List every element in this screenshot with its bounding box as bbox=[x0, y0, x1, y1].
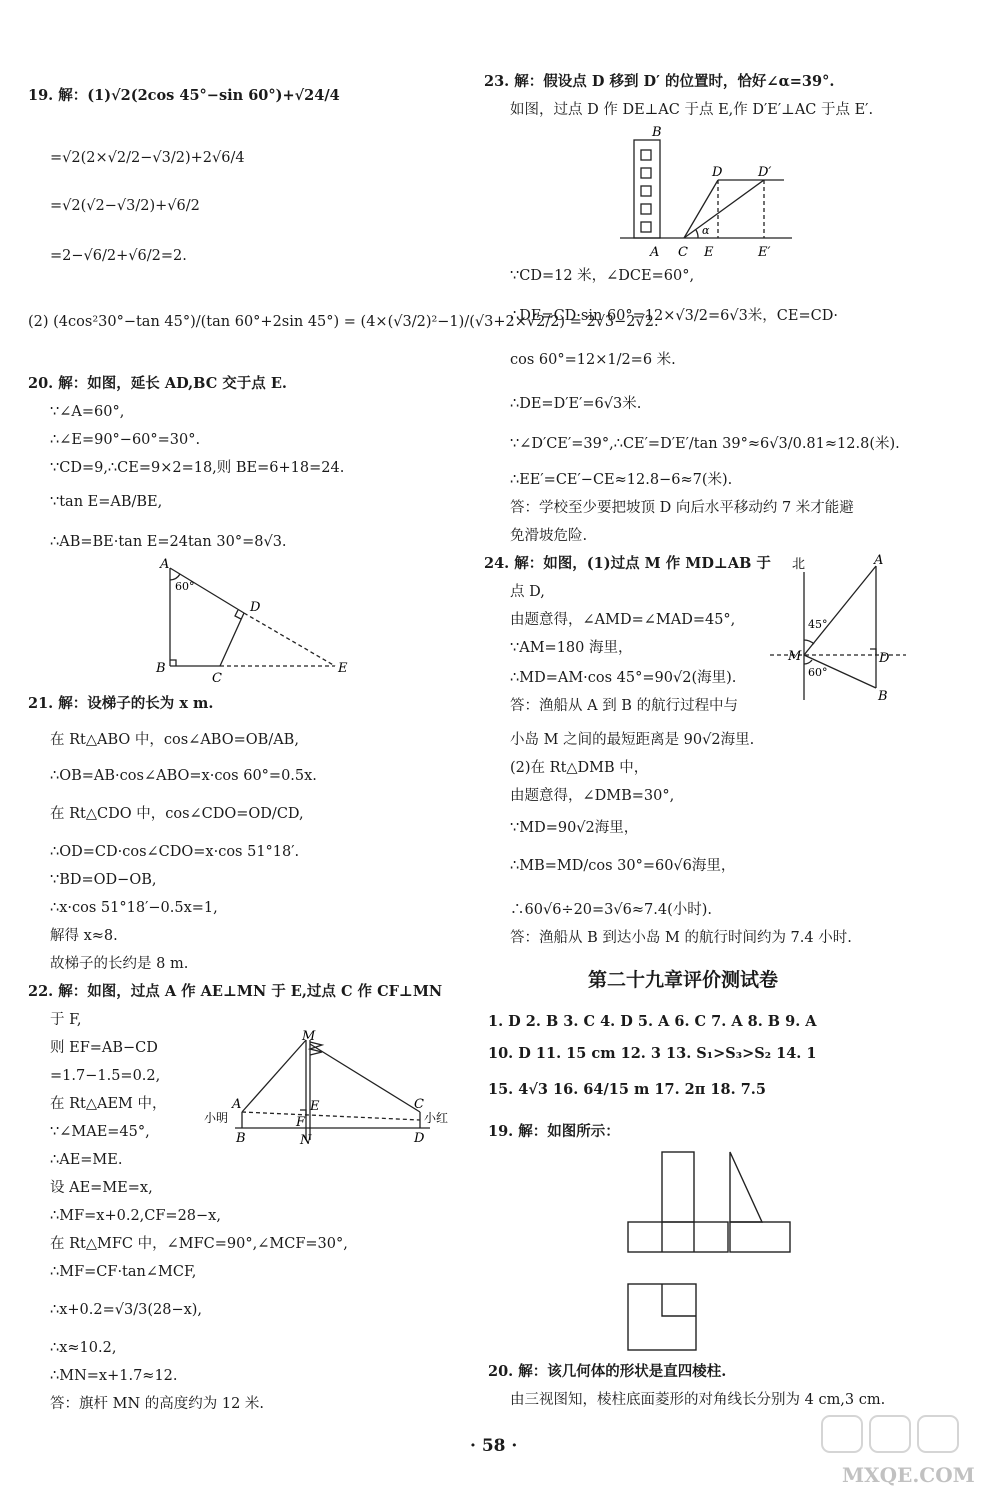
page-number: · 58 · bbox=[470, 1436, 518, 1456]
answer-row-3: 15. 4√3 16. 64/15 m 17. 2π 18. 7.5 bbox=[488, 1081, 766, 1098]
watermark-logo bbox=[802, 1410, 992, 1490]
text-line: 解得 x≈8. bbox=[50, 928, 118, 944]
watermark-text: MXQE.COM bbox=[842, 1463, 975, 1487]
label-B: B bbox=[652, 125, 662, 140]
label-angle-60: 60° bbox=[808, 666, 828, 679]
text-line: ∵∠D′CE′=39°,∴CE′=D′E′/tan 39°≈6√3/0.81≈12.8(米). bbox=[510, 436, 900, 452]
label-N: N bbox=[300, 1133, 312, 1148]
label-D: D bbox=[414, 1131, 425, 1146]
text-line: 答：学校至少要把坡顶 D 向后水平移动约 7 米才能避 bbox=[510, 500, 854, 516]
q19-answer: 19. 解：如图所示： bbox=[488, 1123, 620, 1140]
figure-q24 bbox=[766, 552, 916, 708]
text-line: ∴MF=x+0.2,CF=28−x, bbox=[50, 1208, 221, 1224]
label-A: A bbox=[650, 245, 660, 260]
label-B: B bbox=[878, 689, 888, 704]
label-A: A bbox=[160, 558, 170, 572]
text-line: =√2(2×√2/2−√3/2)+2√6/4 bbox=[50, 150, 245, 166]
text-line: ∵BD=OD−OB, bbox=[50, 872, 157, 888]
label-E: E bbox=[338, 661, 348, 676]
text-line: (2)在 Rt△DMB 中， bbox=[510, 760, 649, 776]
text-line: ∵AM=180 海里， bbox=[510, 640, 633, 656]
label-M: M bbox=[788, 649, 802, 664]
q24-line: 24. 解：如图，(1)过点 M 作 MD⊥AB 于 bbox=[484, 555, 771, 572]
text-line: ∴EE′=CE′−CE≈12.8−6≈7(米). bbox=[510, 472, 733, 488]
text-line: 点 D, bbox=[510, 584, 545, 600]
text-line: ∴DE=CD·sin 60°=12×√3/2=6√3米，CE=CD· bbox=[510, 308, 838, 324]
text-line: ∵MD=90√2海里， bbox=[510, 820, 639, 836]
label-M: M bbox=[302, 1030, 316, 1044]
answer-row-2: 10. D 11. 15 cm 12. 3 13. S₁>S₃>S₂ 14. 1 bbox=[488, 1045, 817, 1062]
label-angle: 60° bbox=[175, 580, 195, 593]
text-line: 如图，过点 D 作 DE⊥AC 于点 E,作 D′E′⊥AC 于点 E′. bbox=[510, 102, 874, 118]
text-line: =2−√6/2+√6/2=2. bbox=[50, 248, 187, 264]
text-line: ∴OD=CD·cos∠CDO=x·cos 51°18′. bbox=[50, 844, 300, 860]
text-line: (2) (4cos²30°−tan 45°)/(tan 60°+2sin 45°) = (4×(√3/2)²−1)/(√3+2×√2/2) = 2√3−2√2. bbox=[28, 314, 659, 330]
text-line: ∴DE=D′E′=6√3米. bbox=[510, 396, 642, 412]
text-line: ∴x·cos 51°18′−0.5x=1, bbox=[50, 900, 218, 916]
text-line: ∴x≈10.2, bbox=[50, 1340, 117, 1356]
q19-line: 19. 解：(1)√2(2cos 45°−sin 60°)+√24/4 bbox=[28, 87, 340, 104]
label-C: C bbox=[414, 1097, 424, 1112]
text-line: 答：渔船从 A 到 B 的航行过程中与 bbox=[510, 698, 739, 714]
text-line: 在 Rt△AEM 中， bbox=[50, 1096, 167, 1112]
text-line: 由三视图知，棱柱底面菱形的对角线长分别为 4 cm,3 cm. bbox=[510, 1392, 886, 1408]
label-A: A bbox=[874, 553, 884, 568]
label-B: B bbox=[156, 661, 166, 676]
label-E: E bbox=[704, 245, 714, 260]
text-line: ∵CD=9,∴CE=9×2=18,则 BE=6+18=24. bbox=[50, 460, 345, 476]
text-line: 在 Rt△MFC 中，∠MFC=90°,∠MCF=30°, bbox=[50, 1236, 348, 1252]
label-xiaoming: 小明 bbox=[204, 1111, 229, 1125]
label-alpha: α bbox=[702, 224, 710, 237]
text-line: ∵tan E=AB/BE, bbox=[50, 494, 163, 510]
text-line: =1.7−1.5=0.2, bbox=[50, 1068, 161, 1084]
text-line: ∴60√6÷20=3√6≈7.4(小时). bbox=[510, 902, 712, 918]
q22-line: 22. 解：如图，过点 A 作 AE⊥MN 于 E,过点 C 作 CF⊥MN bbox=[28, 983, 443, 1000]
text-line: 则 EF=AB−CD bbox=[50, 1040, 158, 1056]
figure-q23 bbox=[612, 122, 812, 264]
label-D: D bbox=[250, 600, 261, 615]
text-line: ∴MB=MD/cos 30°=60√6海里， bbox=[510, 858, 736, 874]
label-F: F bbox=[296, 1115, 306, 1130]
text-line: 在 Rt△ABO 中，cos∠ABO=OB/AB, bbox=[50, 732, 299, 748]
text-line: cos 60°=12×1/2=6 米. bbox=[510, 352, 676, 368]
label-D: D bbox=[879, 651, 890, 666]
label-D: D bbox=[712, 165, 723, 180]
q21-line: 21. 解：设梯子的长为 x m. bbox=[28, 695, 214, 712]
q23-line: 23. 解：假设点 D 移到 D′ 的位置时，恰好∠α=39°. bbox=[484, 73, 835, 90]
text-line: ∴MD=AM·cos 45°=90√2(海里). bbox=[510, 670, 737, 686]
text-line: =√2(√2−√3/2)+√6/2 bbox=[50, 198, 200, 214]
text-line: 答：渔船从 B 到达小岛 M 的航行时间约为 7.4 小时. bbox=[510, 930, 852, 946]
chapter-test-title: 第二十九章评价测试卷 bbox=[588, 969, 779, 991]
text-line: ∴MF=CF·tan∠MCF, bbox=[50, 1264, 197, 1280]
text-line: ∵∠MAE=45°, bbox=[50, 1124, 150, 1140]
label-B: B bbox=[236, 1131, 246, 1146]
text-line: ∵CD=12 米，∠DCE=60°, bbox=[510, 268, 695, 284]
label-angle-45: 45° bbox=[808, 618, 828, 631]
text-line: ∴AB=BE·tan E=24tan 30°=8√3. bbox=[50, 534, 287, 550]
text-line: 答：旗杆 MN 的高度约为 12 米. bbox=[50, 1396, 265, 1412]
text-line: ∴x+0.2=√3/3(28−x), bbox=[50, 1302, 203, 1318]
text-line: 设 AE=ME=x, bbox=[50, 1180, 153, 1196]
text-line: 故梯子的长约是 8 m. bbox=[50, 956, 189, 972]
label-C: C bbox=[212, 671, 222, 686]
q20-line: 20. 解：如图，延长 AD,BC 交于点 E. bbox=[28, 375, 287, 392]
text-line: 于 F, bbox=[50, 1012, 82, 1028]
label-xiaohong: 小红 bbox=[424, 1111, 449, 1125]
label-A: A bbox=[232, 1097, 242, 1112]
text-line: ∵∠A=60°, bbox=[50, 404, 125, 420]
label-north: 北 bbox=[792, 557, 806, 572]
text-line: 由题意得，∠AMD=∠MAD=45°, bbox=[510, 612, 736, 628]
text-line: 在 Rt△CDO 中，cos∠CDO=OD/CD, bbox=[50, 806, 304, 822]
text-line: 小岛 M 之间的最短距离是 90√2海里. bbox=[510, 732, 755, 748]
figure-q22 bbox=[200, 1030, 462, 1150]
label-E-prime: E′ bbox=[758, 245, 771, 260]
text-line: 免滑坡危险. bbox=[510, 528, 588, 544]
figure-three-views bbox=[620, 1144, 820, 1358]
figure-q20 bbox=[140, 558, 360, 688]
label-E: E bbox=[310, 1099, 320, 1114]
text-line: ∴MN=x+1.7≈12. bbox=[50, 1368, 178, 1384]
answer-row-1: 1. D 2. B 3. C 4. D 5. A 6. C 7. A 8. B 9. A bbox=[488, 1013, 817, 1030]
text-line: ∴OB=AB·cos∠ABO=x·cos 60°=0.5x. bbox=[50, 768, 317, 784]
label-C: C bbox=[678, 245, 688, 260]
text-line: ∴∠E=90°−60°=30°. bbox=[50, 432, 201, 448]
label-D-prime: D′ bbox=[758, 165, 772, 180]
text-line: ∴AE=ME. bbox=[50, 1152, 123, 1168]
q20-answer: 20. 解：该几何体的形状是直四棱柱. bbox=[488, 1363, 727, 1380]
text-line: 由题意得，∠DMB=30°, bbox=[510, 788, 675, 804]
